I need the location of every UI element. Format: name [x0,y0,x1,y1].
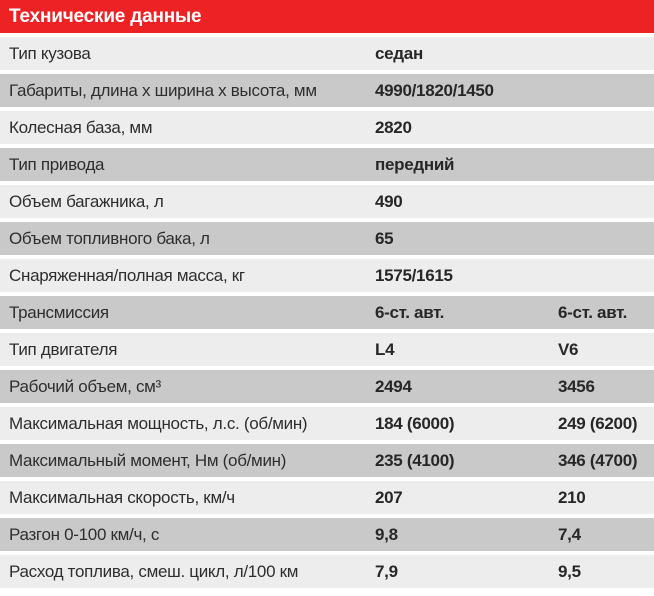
spec-value-col1: L4 [375,339,395,359]
spec-label: Рабочий объем, см³ [9,376,161,396]
spec-label: Тип кузова [9,43,91,63]
spec-value-col1: передний [375,154,455,174]
spec-value-col1: 1575/1615 [375,265,453,285]
spec-value-col2: 3456 [558,376,595,396]
spec-label: Колесная база, мм [9,117,153,137]
spec-value-col1: 2494 [375,376,412,396]
spec-value-col1: 490 [375,191,403,211]
table-row [0,370,654,403]
table-row [0,444,654,477]
spec-label: Расход топлива, смеш. цикл, л/100 км [9,561,299,581]
table-row [0,148,654,181]
table-row [0,74,654,107]
spec-value-col1: 4990/1820/1450 [375,80,494,100]
spec-label: Трансмиссия [9,302,109,322]
table-row [0,333,654,366]
spec-value-col1: 207 [375,487,403,507]
table-row [0,407,654,440]
table-row [0,222,654,255]
spec-label: Снаряженная/полная масса, кг [9,265,245,285]
table-header-bar [0,0,654,33]
spec-value-col1: 6-ст. авт. [375,302,445,322]
spec-value-col1: 7,9 [375,561,398,581]
spec-value-col1: седан [375,43,423,63]
table-row [0,518,654,551]
table-row [0,37,654,70]
spec-value-col1: 65 [375,228,394,248]
spec-label: Тип привода [9,154,105,174]
spec-value-col1: 184 (6000) [375,413,455,433]
spec-label: Максимальная мощность, л.с. (об/мин) [9,413,308,433]
spec-label: Объем топливного бака, л [9,228,210,248]
spec-value-col2: 9,5 [558,561,581,581]
table-row [0,555,654,588]
spec-value-col2: V6 [558,339,579,359]
spec-label: Разгон 0-100 км/ч, с [9,524,160,544]
spec-label: Тип двигателя [9,339,118,359]
spec-table [0,37,654,588]
table-row [0,481,654,514]
spec-label: Максимальная скорость, км/ч [9,487,235,507]
table-row [0,296,654,329]
table-row [0,111,654,144]
spec-label: Максимальный момент, Нм (об/мин) [9,450,287,470]
spec-value-col2: 346 (4700) [558,450,638,470]
spec-value-col2: 6-ст. авт. [558,302,628,322]
page-title: Технические данные [9,5,202,27]
spec-value-col2: 249 (6200) [558,413,638,433]
table-row [0,259,654,292]
spec-label: Габариты, длина х ширина х высота, мм [9,80,317,100]
spec-value-col1: 9,8 [375,524,398,544]
spec-value-col1: 2820 [375,117,412,137]
spec-value-col1: 235 (4100) [375,450,455,470]
table-row [0,185,654,218]
spec-label: Объем багажника, л [9,191,164,211]
spec-value-col2: 7,4 [558,524,581,544]
spec-value-col2: 210 [558,487,586,507]
